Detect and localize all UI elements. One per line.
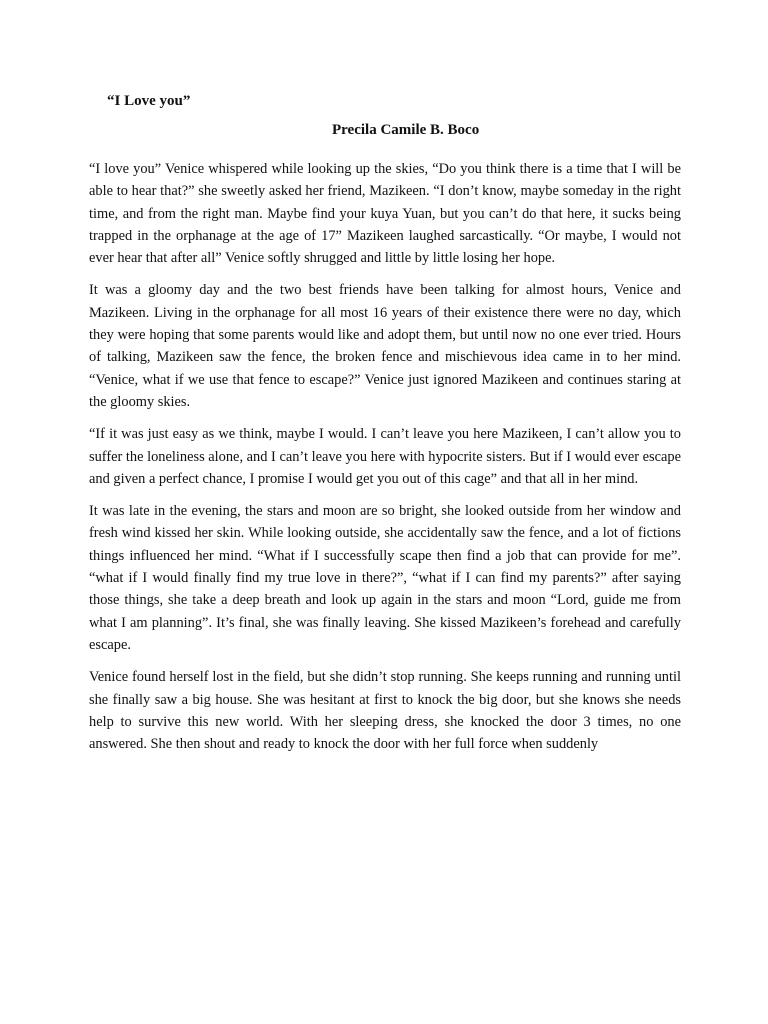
- paragraph-2: It was a gloomy day and the two best friends have been talking for almost hours, Venice and Mazikeen. Living in the orphanage for all most 16 years of their existence there were no day, which they were hoping that some parents would like and adopt them, but until now no one ever tried. Hours of talking, Mazikeen saw the fence, the broken fence and mischievous idea came in to her mind. “Venice, what if we use that fence to escape?” Venice just ignored Mazikeen and continues staring at the gloomy skies.: [89, 282, 681, 410]
- story-title: “I Love you”: [107, 93, 191, 109]
- paragraph-4: It was late in the evening, the stars and moon are so bright, she looked outside from her window and fresh wind kissed her skin. While looking outside, she accidentally saw the fence, and a lot of fictions things influenced her mind. “What if I successfully scape then find a job that can provide for me”. “what if I would finally find my true love in there?”, “what if I can find my parents?” after saying those things, she take a deep breath and look up again in the stars and moon “Lord, guide me from what I am planning”. It’s final, she was finally leaving. She kissed Mazikeen’s forehead and carefully escape.: [89, 503, 681, 653]
- paragraph-3: “If it was just easy as we think, maybe I would. I can’t leave you here Mazikeen, I can’t allow you to suffer the loneliness alone, and I can’t leave you here with hypocrite sisters. But if I would ever escape and given a perfect chance, I promise I would get you out of this cage” and that all in her mind.: [89, 426, 681, 487]
- paragraph-1: “I love you” Venice whispered while looking up the skies, “Do you think there is a time that I will be able to hear that?” she sweetly asked her friend, Mazikeen. “I don’t know, maybe someday in the right time, and from the right man. Maybe find your kuya Yuan, but you can’t do that here, it sucks being trapped in the orphanage at the age of 17” Mazikeen laughed sarcastically. “Or maybe, I would not ever hear that after all” Venice softly shrugged and little by little losing her hope.: [89, 161, 681, 267]
- paragraph-5: Venice found herself lost in the field, but she didn’t stop running. She keeps running and running until she finally saw a big house. She was hesitant at first to knock the big door, but she knows she needs help to survive this new world. With her sleeping dress, she knocked the door 3 times, no one answered. She then shout and ready to knock the door with her full force when suddenly: [89, 669, 681, 753]
- story-author: Precila Camile B. Boco: [332, 122, 480, 138]
- story-body: [89, 158, 681, 765]
